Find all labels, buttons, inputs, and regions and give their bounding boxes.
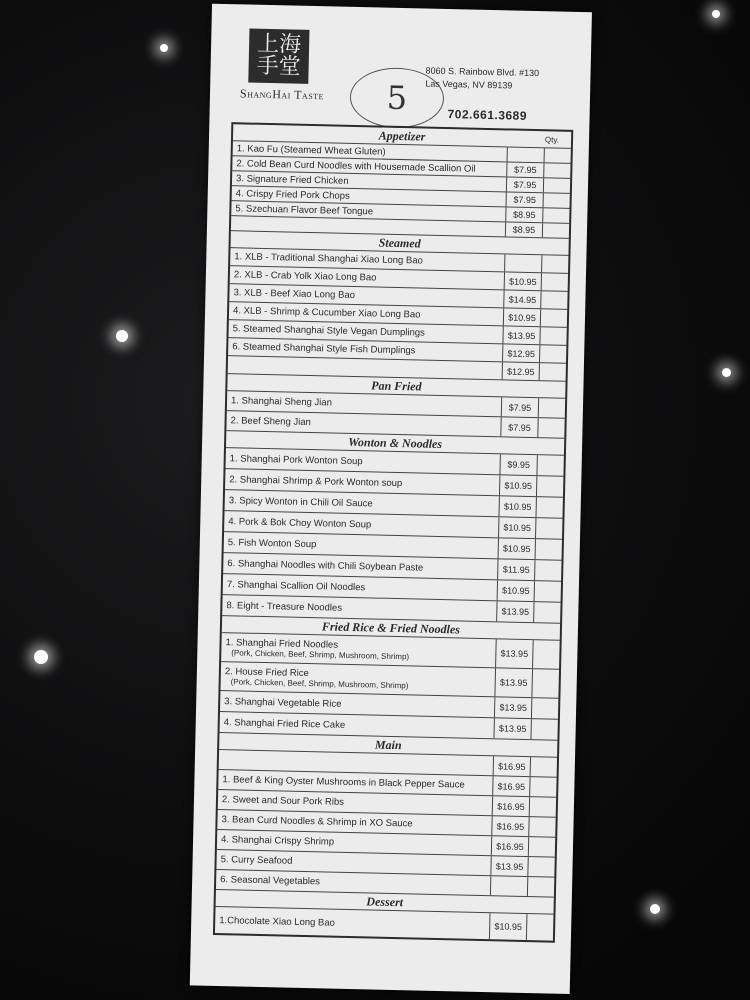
menu-item-label: 2. Cold Bean Curd Noodles with Housemade Scallion Oil [236,157,476,175]
menu-item-label: 8. Eight - Treasure Noodles [226,599,343,614]
countertop-sparkle [34,650,48,664]
restaurant-address: 8060 S. Rainbow Blvd. #130 Las Vegas, NV 89139 [425,65,540,91]
qty-entry-box[interactable] [537,476,563,497]
menu-item-price: $10.95 [505,272,542,290]
menu-item-price [508,147,545,162]
menu-item-label: 4. Pork & Bok Choy Wonton Soup [228,515,372,530]
qty-entry-box[interactable] [532,698,558,719]
menu-item-label: 4. Shanghai Crispy Shrimp [220,834,335,848]
qty-entry-box[interactable] [536,539,562,560]
menu-item-price: $11.95 [498,559,535,580]
menu-item-label [223,760,489,766]
qty-entry-box[interactable] [528,877,554,897]
menu-item-label: 2. Shanghai Shrimp & Pork Wonton soup [229,473,403,489]
menu-item-price: $13.95 [496,639,534,668]
menu-item-label: 4. XLB - Shrimp & Cucumber Xiao Long Bao [232,305,421,321]
qty-entry-box[interactable] [544,178,570,193]
menu-item-price: $10.95 [499,517,536,538]
menu-item-label: 5. Fish Wonton Soup [227,536,317,550]
menu-item-price: $10.95 [499,496,536,517]
menu-section [216,733,557,898]
menu-item-label [235,223,501,229]
menu-item-label: 2. House Fried Rice [224,666,309,680]
countertop-sparkle [722,368,731,377]
qty-entry-box[interactable] [537,455,563,476]
menu-item-price: $7.95 [501,417,538,437]
menu-item-price: $7.95 [507,177,544,192]
menu-item-label: 1.Chocolate Xiao Long Bao [219,914,336,929]
qty-entry-box[interactable] [545,148,571,163]
qty-entry-box[interactable] [527,914,554,941]
countertop-sparkle [650,904,660,914]
menu-item-label: 3. Bean Curd Noodles & Shrimp in XO Sauce [221,814,413,830]
qty-entry-box[interactable] [536,497,562,518]
section-title: Dessert [216,890,554,915]
menu-item-price: $8.95 [506,207,543,222]
menu-section [215,890,554,941]
menu-item-label: 4. Crispy Fried Pork Chops [235,187,350,202]
qty-entry-box[interactable] [543,223,569,238]
menu-item-label: 2. Beef Sheng Jian [230,415,311,429]
menu-item-price: $13.95 [497,601,534,622]
menu-item-label: 1. XLB - Traditional Shanghai Xiao Long Bao [234,251,423,267]
menu-item-label: 1. Shanghai Pork Wonton Soup [229,452,363,467]
menu-table [213,122,573,943]
menu-item-price: $10.95 [504,308,541,326]
section-title: Pan Fried [227,374,565,399]
menu-item-price: $10.95 [490,913,528,940]
menu-item-price: $14.95 [504,290,541,308]
qty-entry-box[interactable] [541,291,567,309]
qty-entry-box[interactable] [539,398,565,418]
menu-item-options: (Pork, Chicken, Beef, Shrimp, Mushroom, Shrimp) [230,677,409,691]
menu-item-label: 1. Kao Fu (Steamed Wheat Gluten) [236,142,386,158]
menu-item-label: 2. Sweet and Sour Pork Ribs [221,794,345,808]
qty-entry-box[interactable] [542,255,568,273]
qty-entry-box[interactable] [531,719,557,740]
menu-item-label: 4. Shanghai Fried Rice Cake [223,716,346,731]
menu-item-price: $16.95 [494,756,531,776]
menu-item-price: $10.95 [499,538,536,559]
qty-entry-box[interactable] [528,857,554,877]
menu-item-options: (Pork, Chicken, Beef, Shrimp, Mushroom, Shrimp) [231,648,410,662]
qty-entry-box[interactable] [541,309,567,327]
menu-item-label: 5. Szechuan Flavor Beef Tongue [235,202,374,217]
qty-entry-box[interactable] [533,640,560,669]
menu-item-label: 5. Steamed Shanghai Style Vegan Dumplings [232,323,426,339]
menu-item-price: $7.95 [507,192,544,207]
menu-item-price: $13.95 [491,856,528,876]
menu-section [231,124,571,239]
menu-item-price: $10.95 [498,580,535,601]
qty-entry-box[interactable] [535,560,561,581]
qty-entry-box[interactable] [542,273,568,291]
section-title: Appetizer Qty. [233,124,571,149]
qty-entry-box[interactable] [544,163,570,178]
menu-item-label: 1. Beef & King Oyster Mushrooms in Black Pepper Sauce [222,774,465,791]
menu-item-label: 3. XLB - Beef Xiao Long Bao [233,287,356,302]
qty-entry-box[interactable] [530,777,556,797]
menu-item-label: 2. XLB - Crab Yolk Xiao Long Bao [233,269,377,284]
menu-item-price: $7.95 [502,397,539,417]
menu-section [228,231,569,382]
qty-entry-box[interactable] [530,797,556,817]
qty-column-label: Qty. [544,135,560,145]
section-title: Wonton & Noodles [226,431,564,456]
qty-entry-box[interactable] [543,208,569,223]
restaurant-logo: 上海手堂 [248,29,309,84]
countertop-sparkle [160,44,168,52]
menu-item-price: $12.95 [503,362,540,380]
qty-entry-box[interactable] [538,418,564,438]
countertop-sparkle [712,10,720,18]
menu-item-price: $7.95 [507,162,544,177]
order-menu-sheet [190,4,592,994]
menu-item-price: $8.95 [506,222,543,237]
menu-item-label: 3. Shanghai Vegetable Rice [224,695,342,710]
menu-item-price: $16.95 [492,836,529,856]
handwritten-table-number: 5 [349,67,444,129]
menu-section [222,431,564,624]
qty-entry-box[interactable] [535,581,561,602]
menu-item-price: $13.95 [495,668,533,697]
menu-item-label: 6. Shanghai Noodles with Chili Soybean Paste [227,557,424,574]
restaurant-name: ShangHai Taste [239,86,325,103]
qty-entry-box[interactable] [529,817,555,837]
restaurant-phone: 702.661.3689 [447,107,528,123]
menu-item-label: 6. Seasonal Vegetables [220,874,321,888]
qty-entry-box[interactable] [531,757,557,777]
menu-item-price [491,876,528,896]
menu-item-price: $10.95 [500,475,537,496]
qty-entry-box[interactable] [534,602,560,623]
menu-item-label: 6. Steamed Shanghai Style Fish Dumplings [232,341,416,357]
section-title: Main [219,733,557,758]
menu-item-label: 5. Curry Seafood [220,854,293,867]
menu-header [209,4,592,131]
menu-item-label: 3. Spicy Wonton in Chili Oil Sauce [228,494,373,509]
menu-section [220,616,561,741]
menu-item-label: 3. Signature Fried Chicken [235,172,349,187]
countertop-sparkle [116,330,128,342]
menu-section [226,374,565,439]
menu-item-price: $16.95 [493,796,530,816]
section-title: Steamed [231,231,569,256]
menu-item-price: $13.95 [494,718,531,739]
menu-item-label: 1. Shanghai Fried Noodles [225,637,339,651]
menu-item-price [505,254,542,272]
qty-entry-box[interactable] [529,837,555,857]
section-title: Fried Rice & Fried Noodles [222,616,560,641]
menu-item-label [232,365,498,371]
qty-entry-box[interactable] [532,669,559,698]
menu-item-price: $16.95 [493,776,530,796]
menu-item-price: $9.95 [500,454,537,475]
menu-item-label: 7. Shanghai Scallion Oil Noodles [226,578,366,593]
qty-entry-box[interactable] [540,345,566,363]
menu-item-price: $13.95 [495,697,532,718]
menu-item-price: $12.95 [503,344,540,362]
menu-item-label: 1. Shanghai Sheng Jian [230,395,333,409]
qty-entry-box[interactable] [536,518,562,539]
qty-entry-box[interactable] [544,193,570,208]
menu-item-price: $13.95 [503,326,540,344]
qty-entry-box[interactable] [540,327,566,345]
qty-entry-box[interactable] [540,363,566,381]
menu-item-price: $16.95 [492,816,529,836]
